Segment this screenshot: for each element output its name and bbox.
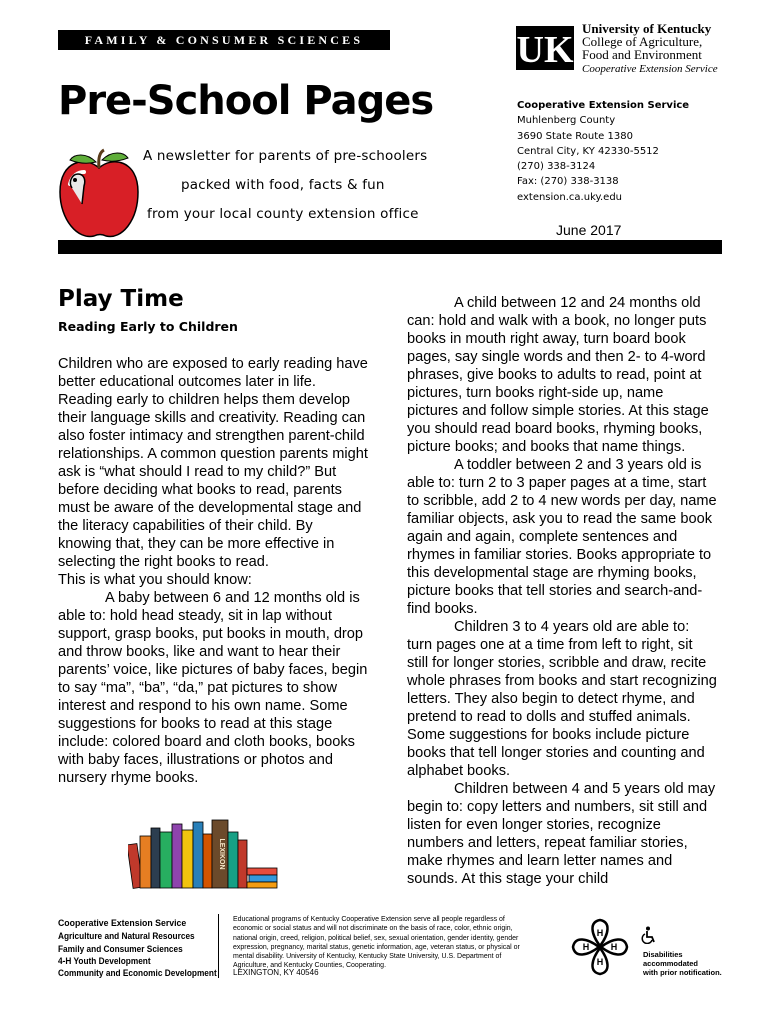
issue-date: June 2017: [556, 222, 622, 238]
tagline-line-3: from your local county extension office: [147, 206, 419, 222]
article-column-right: [407, 294, 717, 888]
apple-worm-icon: [56, 148, 142, 242]
clover-letter: H: [610, 942, 618, 952]
paragraph: Children 3 to 4 years old are able to: turn pages one at a time from left to right, sit still for longer stories, scribble and draw, recite whole phrases from books and start recognizing letters. They also begin to detect rhyme, and pretend to read to dolls and stuffed animals. Some suggestions for books include picture books that tell longer stories and counting and alphabet books.: [407, 619, 717, 779]
paragraph: Children who are exposed to early reading have better educational outcomes later in life. Reading early to children helps them develop their language skills and creativity. Reading can also foster intimacy and strengthen parent-child relationships. A common question parents might ask is “what should I read to my child?” But before deciding what books to read, parents must be aware of the developmental stage and the literacy capabilities of their child. By knowing that, they can be more effective in selecting the right books to read.: [58, 356, 368, 570]
article-column-left: [58, 355, 368, 787]
clover-letter: H: [596, 928, 604, 938]
paragraph: A toddler between 2 and 3 years old is able to: turn 2 to 3 paper pages at a time, start to scribble, add 2 to 4 new words per day, name familiar objects, ask you to read the same book again and again, complete sentences and rhymes in familiar stories. Books appropriate to this developmental stage are rhyming books, picture books that tell stories and search-and-find books.: [407, 457, 717, 617]
paragraph: A baby between 6 and 12 months old is able to: hold head steady, sit in lap without support, grasp books, put books in mouth, drop and throw books, like and want to hear their parents’ voice, like pictures of baby faces, begin to say “ma”, “ba”, “da,” pat pictures to show interest and respond to his own name. Some suggestions for books to read at this stage include: colored board and cloth books, books with baby faces, illustrations or photos and nursery rhyme books.: [58, 590, 368, 786]
nondiscrimination-statement: Educational programs of Kentucky Cooperative Extension serve all people regardless of economic or social status and will not discriminate on the basis of race, color, ethnic origin, national origin, creed, religion, political belief, sex, sexual orientation, gender identity, gender expression, pregnancy, marital status, genetic information, age, veteran status, or physical or mental disability. University of Kentucky, Kentucky State University, U.S. Department of Agriculture, and Kentucky Counties, Cooperating.: [233, 914, 520, 970]
footer: [0, 912, 770, 1024]
footer-city: LEXINGTON, KY 40546: [233, 968, 319, 977]
newsletter-title: Pre-School Pages: [58, 78, 434, 124]
article-heading: Play Time: [58, 286, 184, 312]
uk-logo-letters: UK: [516, 29, 574, 71]
university-name: University of Kentucky College of Agriculture, Food and Environment Cooperative Extension Service: [582, 21, 718, 75]
wheelchair-accessibility-icon: [640, 926, 658, 944]
book-spine-label: LEXIKON: [218, 838, 225, 870]
four-h-clover-icon: [569, 916, 631, 978]
paragraph: This is what you should know:: [58, 572, 252, 588]
uk-logo: [514, 24, 576, 72]
footer-divider: [218, 914, 219, 978]
header-rule: [58, 240, 722, 254]
tagline-line-1: A newsletter for parents of pre-schoolers: [143, 148, 428, 164]
paragraph: Children between 4 and 5 years old may begin to: copy letters and numbers, sit still and listen for even longer stories, recognize numbers and letters, repeat familiar stories, make rhymes and learn letter names and sounds. At this stage your child: [407, 781, 716, 887]
books-illustration: [128, 818, 278, 890]
tagline-line-2: packed with food, facts & fun: [181, 177, 385, 193]
footer-programs: Cooperative Extension Service Agriculture and Natural Resources Family and Consumer Sciences 4-H Youth Development Community and Economic Development: [58, 918, 217, 979]
county-office-block: Cooperative Extension Service Muhlenberg County 3690 State Route 1380 Central City, KY 42330-5512 (270) 338-3124 Fax: (270) 338-3138 extension.ca.uky.edu: [517, 100, 690, 203]
article-subheading: Reading Early to Children: [58, 319, 238, 334]
clover-letter: H: [596, 957, 604, 967]
paragraph: A child between 12 and 24 months old can: hold and walk with a book, no longer puts books in mouth right away, turn board book pages, say single words and then 2- to 4-word phrases, give books to adults to read, point at pictures, turn books right-side up, name pictures and follow simple stories. At this stage you should read board books, rhyming books, picture books; and books that name things.: [407, 295, 709, 455]
disabilities-note: Disabilities accommodated with prior notification.: [643, 950, 722, 977]
clover-letter: H: [582, 942, 590, 952]
program-band: FAMILY & CONSUMER SCIENCES: [58, 30, 390, 50]
